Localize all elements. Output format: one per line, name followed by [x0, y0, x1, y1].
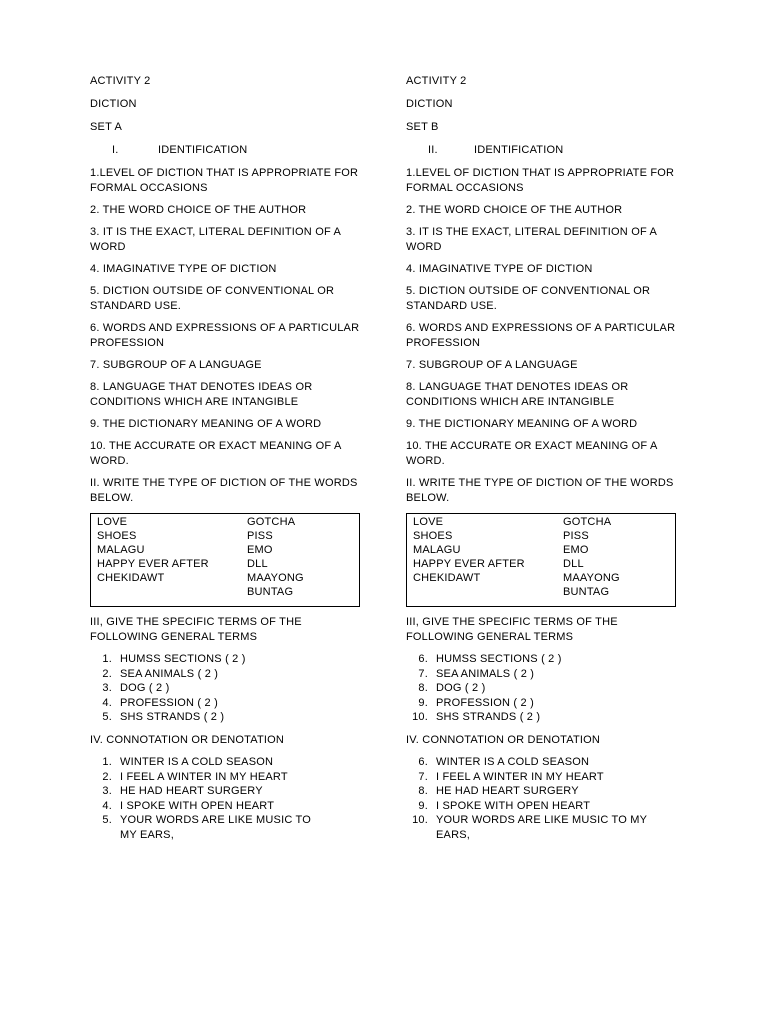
item-number: 8. — [418, 785, 428, 798]
item-number: 10. — [412, 814, 428, 827]
set-a-column — [90, 74, 372, 851]
identification-item: 6. WORDS AND EXPRESSIONS OF A PARTICULAR PROFESSION — [90, 322, 360, 349]
connotation-list — [90, 755, 372, 843]
set-label: SET A — [90, 121, 122, 133]
word-left: CHEKIDAWT — [97, 572, 165, 584]
identification-item: 2. THE WORD CHOICE OF THE AUTHOR — [406, 204, 623, 216]
set-b-column — [406, 74, 688, 851]
item-number: 7. — [418, 770, 428, 783]
list-item — [406, 710, 688, 725]
part2-title: II. WRITE THE TYPE OF DICTION OF THE WORDS BELOW. — [406, 477, 674, 504]
identification-item: 3. IT IS THE EXACT, LITERAL DEFINITION OF A WORD — [406, 226, 657, 253]
part1-heading — [406, 143, 688, 158]
item-number: 1. — [102, 653, 112, 665]
word-box — [406, 513, 676, 607]
item-text: I FEEL A WINTER IN MY HEART — [436, 770, 604, 783]
part2-title: II. WRITE THE TYPE OF DICTION OF THE WORDS BELOW. — [90, 477, 358, 504]
part1-number: II. — [428, 144, 438, 156]
item-number: 6. — [418, 755, 428, 768]
word-row — [97, 515, 353, 529]
word-right: EMO — [563, 544, 589, 556]
list-item — [90, 813, 372, 842]
item-text: WINTER IS A COLD SEASON — [120, 755, 274, 768]
part1-heading — [90, 143, 372, 158]
item-text: YOUR WORDS ARE LIKE MUSIC TO MY EARS, — [436, 814, 647, 841]
word-right: DLL — [247, 558, 268, 570]
item-text: I FEEL A WINTER IN MY HEART — [120, 770, 288, 783]
identification-item: 8. LANGUAGE THAT DENOTES IDEAS OR CONDITIONS WHICH ARE INTANGIBLE — [90, 381, 313, 408]
item-text: DOG ( 2 ) — [120, 682, 170, 695]
list-item — [90, 681, 372, 696]
part1-number: I. — [112, 144, 119, 156]
word-right: GOTCHA — [563, 516, 612, 528]
item-text: HE HAD HEART SURGERY — [120, 785, 263, 798]
item-text: SEA ANIMALS ( 2 ) — [436, 667, 535, 680]
word-row — [97, 529, 353, 543]
word-box — [90, 513, 360, 607]
item-number: 5. — [102, 814, 112, 827]
word-left: MALAGU — [413, 544, 461, 556]
list-item — [406, 681, 688, 696]
item-number: 1. — [102, 755, 112, 768]
item-number: 4. — [102, 799, 112, 812]
identification-item: 4. IMAGINATIVE TYPE OF DICTION — [90, 263, 277, 275]
word-right: EMO — [247, 544, 273, 556]
list-item — [90, 784, 372, 799]
item-text: PROFESSION ( 2 ) — [436, 696, 534, 709]
word-left: MALAGU — [97, 544, 145, 556]
list-item — [406, 696, 688, 711]
word-left: HAPPY EVER AFTER — [413, 558, 525, 570]
identification-item: 9. THE DICTIONARY MEANING OF A WORD — [90, 418, 322, 430]
word-right: PISS — [563, 530, 589, 542]
specific-terms-list — [90, 652, 372, 725]
list-item — [406, 755, 688, 770]
item-number: 3. — [102, 682, 112, 695]
connotation-list — [406, 755, 688, 843]
word-right: MAAYONG BUNTAG — [563, 572, 620, 598]
item-text: SHS STRANDS ( 2 ) — [120, 711, 225, 724]
identification-item: 1.LEVEL OF DICTION THAT IS APPROPRIATE FOR FORMAL OCCASIONS — [90, 167, 359, 194]
word-left: SHOES — [97, 530, 137, 542]
word-row — [97, 543, 353, 557]
identification-item: 5. DICTION OUTSIDE OF CONVENTIONAL OR STANDARD USE. — [406, 285, 651, 312]
identification-item: 8. LANGUAGE THAT DENOTES IDEAS OR CONDITIONS WHICH ARE INTANGIBLE — [406, 381, 629, 408]
subject-title: DICTION — [90, 98, 137, 110]
list-item — [90, 652, 372, 667]
item-number: 2. — [102, 770, 112, 783]
list-item — [406, 667, 688, 682]
list-item — [90, 710, 372, 725]
identification-item: 9. THE DICTIONARY MEANING OF A WORD — [406, 418, 638, 430]
word-left: CHEKIDAWT — [413, 572, 481, 584]
item-text: SHS STRANDS ( 2 ) — [436, 711, 541, 724]
item-number: 9. — [418, 799, 428, 812]
list-item — [406, 652, 688, 667]
item-text: SEA ANIMALS ( 2 ) — [120, 667, 219, 680]
word-row — [413, 571, 669, 598]
identification-list — [406, 166, 688, 469]
word-row — [413, 543, 669, 557]
item-text: HUMSS SECTIONS ( 2 ) — [120, 653, 246, 665]
list-item — [90, 667, 372, 682]
word-left: LOVE — [413, 516, 444, 528]
item-text: I SPOKE WITH OPEN HEART — [120, 799, 275, 812]
identification-item: 5. DICTION OUTSIDE OF CONVENTIONAL OR STANDARD USE. — [90, 285, 335, 312]
item-number: 10. — [412, 711, 428, 724]
item-number: 3. — [102, 785, 112, 798]
list-item — [90, 770, 372, 785]
item-text: YOUR WORDS ARE LIKE MUSIC TO MY EARS, — [120, 814, 312, 841]
part3-title: III, GIVE THE SPECIFIC TERMS OF THE FOLLOWING GENERAL TERMS — [406, 616, 618, 643]
identification-list — [90, 166, 372, 469]
list-item — [90, 799, 372, 814]
item-number: 6. — [418, 653, 428, 665]
item-text: WINTER IS A COLD SEASON — [436, 755, 590, 768]
list-item — [406, 770, 688, 785]
identification-item: 1.LEVEL OF DICTION THAT IS APPROPRIATE FOR FORMAL OCCASIONS — [406, 167, 675, 194]
item-text: I SPOKE WITH OPEN HEART — [436, 799, 591, 812]
set-label: SET B — [406, 121, 439, 133]
identification-item: 6. WORDS AND EXPRESSIONS OF A PARTICULAR PROFESSION — [406, 322, 676, 349]
identification-item: 10. THE ACCURATE OR EXACT MEANING OF A WORD. — [406, 440, 657, 467]
word-row — [413, 557, 669, 571]
item-text: PROFESSION ( 2 ) — [120, 696, 218, 709]
identification-item: 4. IMAGINATIVE TYPE OF DICTION — [406, 263, 593, 275]
identification-item: 10. THE ACCURATE OR EXACT MEANING OF A WORD. — [90, 440, 341, 467]
word-right: MAAYONG BUNTAG — [247, 572, 304, 598]
item-number: 2. — [102, 667, 112, 680]
identification-item: 7. SUBGROUP OF A LANGUAGE — [406, 359, 578, 371]
word-right: PISS — [247, 530, 273, 542]
word-row — [97, 557, 353, 571]
word-right: DLL — [563, 558, 584, 570]
identification-item: 7. SUBGROUP OF A LANGUAGE — [90, 359, 262, 371]
list-item — [406, 784, 688, 799]
item-number: 8. — [418, 682, 428, 695]
word-left: HAPPY EVER AFTER — [97, 558, 209, 570]
specific-terms-list — [406, 652, 688, 725]
list-item — [90, 755, 372, 770]
word-left: LOVE — [97, 516, 128, 528]
activity-title: ACTIVITY 2 — [90, 75, 151, 87]
part1-title: IDENTIFICATION — [158, 144, 248, 156]
part4-title: IV. CONNOTATION OR DENOTATION — [90, 733, 285, 746]
subject-title: DICTION — [406, 98, 453, 110]
list-item — [406, 813, 688, 842]
activity-title: ACTIVITY 2 — [406, 75, 467, 87]
part4-title: IV. CONNOTATION OR DENOTATION — [406, 733, 601, 746]
item-number: 4. — [102, 696, 112, 709]
word-right: GOTCHA — [247, 516, 296, 528]
word-row — [413, 529, 669, 543]
list-item — [90, 696, 372, 711]
identification-item: 3. IT IS THE EXACT, LITERAL DEFINITION OF A WORD — [90, 226, 341, 253]
word-row — [97, 571, 353, 598]
list-item — [406, 799, 688, 814]
item-text: HUMSS SECTIONS ( 2 ) — [436, 653, 562, 665]
item-text: DOG ( 2 ) — [436, 682, 486, 695]
item-text: HE HAD HEART SURGERY — [436, 785, 579, 798]
item-number: 7. — [418, 667, 428, 680]
identification-item: 2. THE WORD CHOICE OF THE AUTHOR — [90, 204, 307, 216]
part3-title: III, GIVE THE SPECIFIC TERMS OF THE FOLLOWING GENERAL TERMS — [90, 616, 302, 643]
part1-title: IDENTIFICATION — [474, 144, 564, 156]
item-number: 9. — [418, 696, 428, 709]
item-number: 5. — [102, 711, 112, 724]
word-row — [413, 515, 669, 529]
word-left: SHOES — [413, 530, 453, 542]
